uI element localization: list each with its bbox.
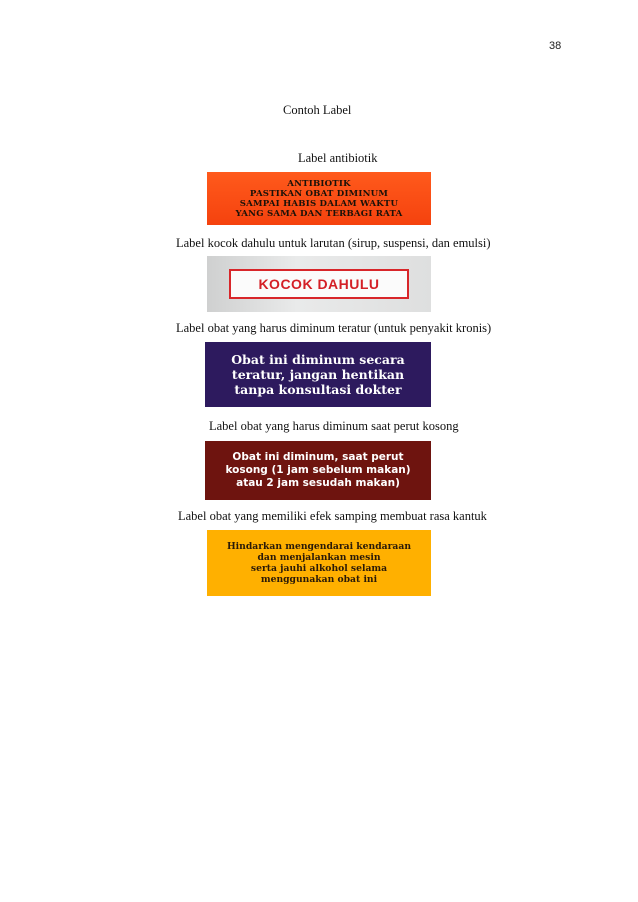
label-line: serta jauhi alkohol selama (250, 563, 388, 574)
label-line: tanpa konsultasi dokter (234, 382, 402, 397)
caption-shake-first: Label kocok dahulu untuk larutan (sirup, suspensi, dan emulsi) (176, 236, 491, 250)
label-line: kosong (1 jam sebelum makan) (225, 464, 411, 476)
regular-use-label-image (205, 342, 431, 407)
label-line: YANG SAMA DAN TERBAGI RATA (235, 208, 403, 219)
label-line: SAMPAI HABIS DALAM WAKTU (239, 198, 399, 209)
drowsiness-label-image (207, 530, 431, 596)
caption-regular-use: Label obat yang harus diminum teratur (untuk penyakit kronis) (176, 321, 492, 335)
caption-empty-stomach: Label obat yang harus diminum saat perut kosong (209, 419, 459, 433)
caption-antibiotic: Label antibiotik (298, 151, 378, 165)
shake-first-label-box (229, 269, 409, 299)
label-line: Hindarkan mengendarai kendaraan (226, 541, 411, 552)
shake-first-label-image (207, 256, 431, 312)
label-line: atau 2 jam sesudah makan) (236, 477, 400, 489)
label-line: menggunakan obat ini (260, 574, 378, 585)
empty-stomach-label-image (205, 441, 431, 500)
antibiotic-label-image (207, 172, 431, 225)
page-heading: Contoh Label (283, 103, 352, 117)
label-line: Obat ini diminum, saat perut (232, 451, 404, 463)
label-line: Obat ini diminum secara (231, 352, 405, 367)
caption-drowsiness: Label obat yang memiliki efek samping membuat rasa kantuk (178, 509, 487, 523)
page-number: 38 (549, 40, 562, 52)
label-line: dan menjalankan mesin (257, 552, 381, 563)
label-line: KOCOK DAHULU (258, 276, 380, 292)
label-line: teratur, jangan hentikan (231, 367, 405, 382)
label-line: PASTIKAN OBAT DIMINUM (249, 188, 389, 199)
label-line: ANTIBIOTIK (287, 178, 351, 189)
